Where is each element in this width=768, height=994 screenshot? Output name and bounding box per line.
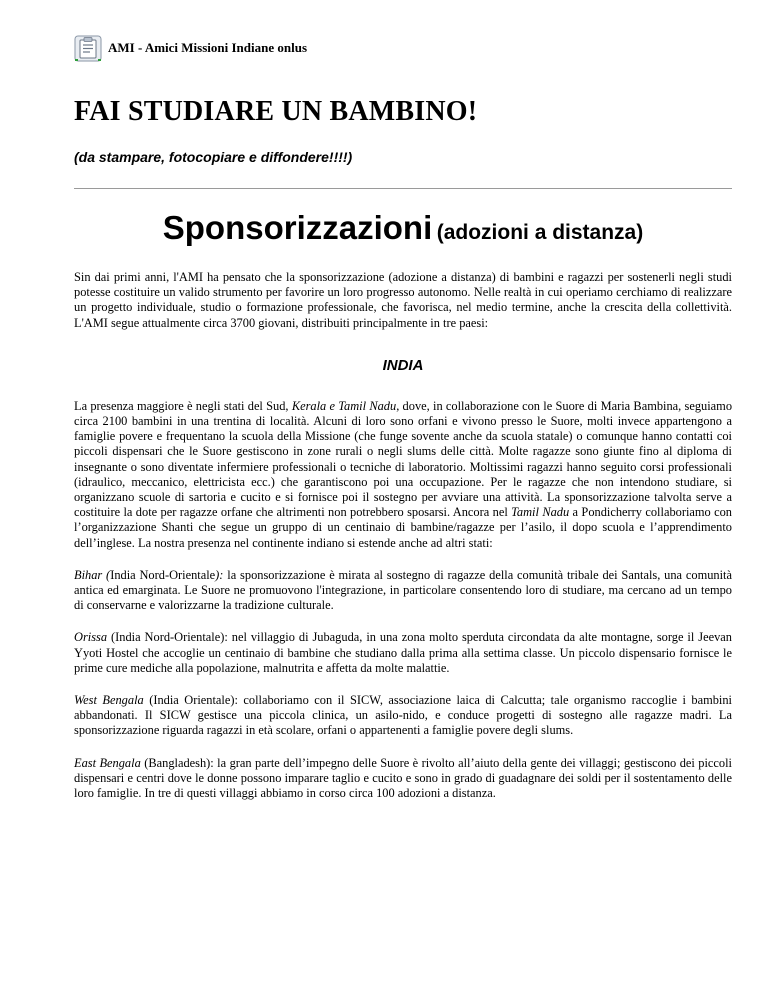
page-subtitle: (da stampare, fotocopiare e diffondere!!!!) bbox=[74, 149, 353, 165]
section-heading-main: Sponsorizzazioni bbox=[162, 209, 433, 246]
region-name: West Bengala bbox=[74, 693, 144, 708]
organization-name: AMI - Amici Missioni Indiane onlus bbox=[108, 40, 308, 55]
region-paragraph-orissa bbox=[74, 630, 732, 676]
region-text: (India Orientale): collaboriamo con il SICW, associazione laica di Calcutta; tale organismo raccoglie i bambini abbandonati. Il SICW gestisce una piccola clinica, un asilo-nido, e conduce progetti di sostegno alle ragazze madri. La sponsorizzazione riguarda ragazzi in età scolare, orfani o appartenenti a famiglie povere degli slums. bbox=[74, 693, 732, 738]
intro-paragraph: Sin dai primi anni, l'AMI ha pensato che la sponsorizzazione (adozione a distanza) di bambini e ragazzi per sostenerli negli studi potesse costituire un valido strumento per favorire un loro progresso autonomo. Nelle realtà in cui operiamo cerchiamo di realizzare un progetto individuale, studio o formazione professionale, che favorisca, nel medio termine, anche la crescita della collettività. L'AMI segue attualmente circa 3700 giovani, distribuiti principalmente in tre paesi: bbox=[74, 270, 732, 330]
india-text-start: La presenza maggiore è negli stati del Sud, bbox=[74, 398, 292, 413]
region-place: India Nord-Orientale bbox=[110, 567, 216, 582]
region-paragraph-bihar bbox=[74, 568, 732, 614]
india-states: Kerala e Tamil Nadu bbox=[291, 398, 397, 413]
horizontal-divider bbox=[74, 188, 732, 189]
region-name: Bihar ( bbox=[74, 567, 111, 582]
india-tamil-nadu: Tamil Nadu bbox=[511, 505, 570, 520]
document-header bbox=[74, 30, 732, 66]
document-page bbox=[74, 30, 732, 801]
region-paragraph-west-bengala bbox=[74, 693, 732, 739]
region-text: la sponsorizzazione è mirata al sostegno di ragazze della comunità tribale dei Santals, una comunità antica ed emarginata. Le Suore ne promuovono l'integrazione, in particolare consentendo loro di studiare, ma cercano ad un tempo di conservarne e valorizzarne la tradizione culturale. bbox=[74, 567, 732, 613]
page-title: FAI STUDIARE UN BAMBINO! bbox=[74, 96, 478, 127]
region-name: Orissa bbox=[74, 630, 108, 645]
region-place-close: ): bbox=[215, 567, 224, 582]
section-heading-sub: (adozioni a distanza) bbox=[436, 221, 644, 244]
india-text-mid: , dove, in collaborazione con le Suore di Maria Bambina, seguiamo circa 2100 bambini in una trentina di località. Alcuni di loro sono orfani e vivono presso le Suore, molti invece appartengono a famiglie povere e frequentano la scuola della Missione (che funge sovente anche da scuola statale) o comunque hanno contatti coi piccoli dispensari che le Suore gestiscono in zone rurali o negli slums delle città. Molte ragazze sono giunte fino al diploma di insegnante o sono diventate infermiere professionali o tecniche di laboratorio. Moltissimi ragazzi hanno seguito corsi professionali (idraulico, meccanico, elettricista ecc.) che garantiscono poi una occupazione. Per le ragazze che non intendono studiare, si organizzano scuole di sartoria e cucito e si fornisce poi il sostegno per avviare una attività. La sponsorizzazione talvolta serve a costituire la dote per ragazze orfane che altrimenti non potrebbero sposarsi. Ancora nel bbox=[74, 398, 733, 520]
india-text-end: a Pondicherry collaboriamo con l’organizzazione Shanti che segue un gruppo di un centinaio di bambine/ragazze per l’asilo, il dopo scuola e l’apprendimento dell’inglese. La nostra presenza nel continente indiano si estende anche ad altri stati: bbox=[74, 505, 733, 550]
india-paragraph bbox=[74, 399, 732, 551]
clipboard-logo-icon bbox=[74, 34, 102, 62]
region-text: (India Nord-Orientale): nel villaggio di Jubaguda, in una zona molto sperduta circondata da alte montagne, sorge il Jeevan Yyoti Hostel che accoglie un centinaio di bambine che studiano dalla prima alla settima classe. Un piccolo dispensario fornisce le prime cure mediche alla popolazione, malnutrita e affetta da molte malattie. bbox=[74, 630, 732, 675]
region-name: East Bengala bbox=[74, 755, 141, 770]
region-text: (Bangladesh): la gran parte dell’impegno delle Suore è rivolto all’aiuto della gente dei villaggi; gestiscono dei piccoli dispensari e centri dove le donne possono imparare taglio e cucito e sono in grado di guadagnare dei soldi per il sostentamento delle loro famiglie. In tre di questi villaggi abbiamo in corso circa 100 adozioni a distanza. bbox=[74, 755, 733, 801]
section-heading bbox=[74, 209, 732, 247]
country-heading-india: INDIA bbox=[382, 356, 424, 374]
region-paragraph-east-bengala bbox=[74, 756, 732, 802]
